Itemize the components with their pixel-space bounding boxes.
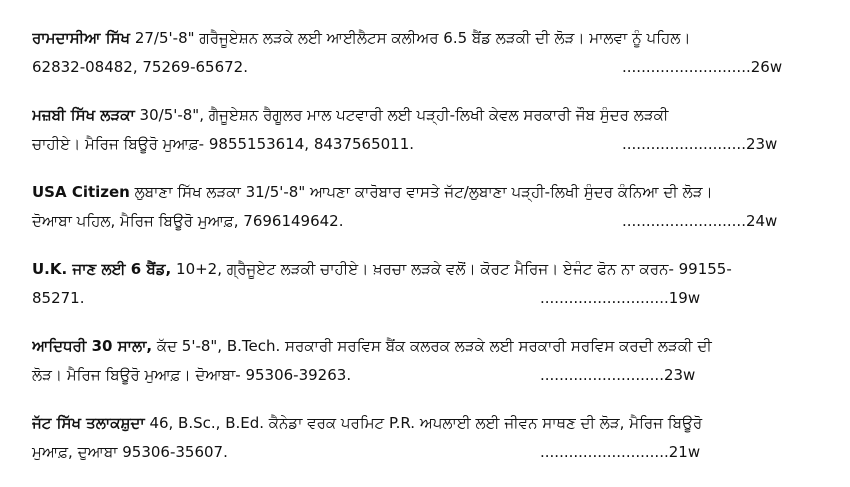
ad-second-line bbox=[32, 53, 832, 82]
ad-first-line bbox=[32, 178, 832, 207]
ad-first-line bbox=[32, 409, 832, 438]
ad-first-line bbox=[32, 332, 832, 361]
ad-second-line bbox=[32, 438, 832, 467]
ad-lead: USA Citizen bbox=[32, 183, 130, 201]
ad-lead: ਰਾਮਦਾਸੀਆ ਸਿੱਖ bbox=[32, 29, 131, 47]
ad-text: ਲੁਬਾਣਾ ਸਿੱਖ ਲੜਕਾ 31/5'-8" ਆਪਣਾ ਕਾਰੋਬਾਰ ਵਾਸਤੇ ਜੱਟ/ਲੁਬਾਣਾ ਪੜ੍ਹੀ-ਲਿਖੀ ਸੁੰਦਰ ਕੰਨਿਆ ਦੀ ਲੋੜ। bbox=[134, 183, 713, 201]
classified-ad bbox=[32, 24, 832, 82]
classified-ad bbox=[32, 332, 832, 390]
ad-reference: ..........................23w bbox=[540, 366, 696, 384]
ad-text: 27/5'-8" ਗਰੈਜੂਏਸ਼ਨ ਲੜਕੇ ਲਈ ਆਈਲੈਟਸ ਕਲੀਅਰ 6.5 ਬੈਂਡ ਲੜਕੀ ਦੀ ਲੋੜ। ਮਾਲਵਾ ਨੂੰ ਪਹਿਲ। bbox=[134, 29, 691, 47]
ad-text: 10+2, ਗ੍ਰੈਜੂਏਟ ਲੜਕੀ ਚਾਹੀਏ। ਖ਼ਰਚਾ ਲੜਕੇ ਵਲੋਂ। ਕੋਰਟ ਮੈਰਿਜ। ਏਜੰਟ ਫੋਨ ਨਾ ਕਰਨ- 99155- bbox=[176, 260, 732, 278]
ad-first-line bbox=[32, 24, 832, 53]
ad-text: 46, B.Sc., B.Ed. ਕੈਨੇਡਾ ਵਰਕ ਪਰਮਿਟ P.R. ਅਪਲਾਈ ਲਈ ਜੀਵਨ ਸਾਥਣ ਦੀ ਲੋੜ, ਮੈਰਿਜ ਬਿਊਰੋ bbox=[149, 414, 703, 432]
classified-ad bbox=[32, 409, 832, 467]
ad-reference: ...........................21w bbox=[540, 443, 701, 461]
ad-second-line bbox=[32, 361, 832, 390]
ad-reference: ..........................23w bbox=[622, 135, 778, 153]
ad-contact: ਲੋੜ। ਮੈਰਿਜ ਬਿਊਰੋ ਮੁਆਫ਼। ਦੋਆਬਾ- 95306-39263. bbox=[32, 366, 352, 384]
ad-first-line bbox=[32, 101, 832, 130]
ad-contact: ਦੋਆਬਾ ਪਹਿਲ, ਮੈਰਿਜ ਬਿਊਰੋ ਮੁਆਫ਼, 7696149642. bbox=[32, 212, 344, 230]
ad-second-line bbox=[32, 130, 832, 159]
ad-text: ਕੱਦ 5'-8", B.Tech. ਸਰਕਾਰੀ ਸਰਵਿਸ ਬੈਂਕ ਕਲਰਕ ਲੜਕੇ ਲਈ ਸਰਕਾਰੀ ਸਰਵਿਸ ਕਰਦੀ ਲੜਕੀ ਦੀ bbox=[156, 337, 712, 355]
ad-lead: ਮਜ਼ਬੀ ਸਿੱਖ ਲੜਕਾ bbox=[32, 106, 135, 124]
ad-first-line bbox=[32, 255, 832, 284]
ad-second-line bbox=[32, 207, 832, 236]
ad-text: 30/5'-8", ਗੈਜੂਏਸ਼ਨ ਰੈਗੂਲਰ ਮਾਲ ਪਟਵਾਰੀ ਲਈ ਪੜ੍ਹੀ-ਲਿਖੀ ਕੇਵਲ ਸਰਕਾਰੀ ਜੌਬ ਸੁੰਦਰ ਲੜਕੀ bbox=[139, 106, 669, 124]
ad-lead: ਜੱਟ ਸਿੱਖ ਤਲਾਕਸ਼ੁਦਾ bbox=[32, 414, 145, 432]
ad-contact: ਚਾਹੀਏ। ਮੈਰਿਜ ਬਿਊਰੋ ਮੁਆਫ਼- 9855153614, 8437565011. bbox=[32, 135, 415, 153]
ad-contact: 62832-08482, 75269-65672. bbox=[32, 58, 248, 76]
ad-lead: ਆਦਿਧਰੀ 30 ਸਾਲਾ, bbox=[32, 337, 153, 355]
ad-contact: ਮੁਆਫ਼, ਦੁਆਬਾ 95306-35607. bbox=[32, 443, 228, 461]
ad-reference: ..........................24w bbox=[622, 212, 778, 230]
classified-ad bbox=[32, 178, 832, 236]
ad-reference: ...........................26w bbox=[622, 58, 783, 76]
ad-reference: ...........................19w bbox=[540, 289, 701, 307]
classified-ad bbox=[32, 101, 832, 159]
ad-contact: 85271. bbox=[32, 289, 85, 307]
classified-ad bbox=[32, 255, 832, 313]
ad-lead: U.K. ਜਾਣ ਲਈ 6 ਬੈਂਡ, bbox=[32, 260, 172, 278]
ad-second-line bbox=[32, 284, 832, 313]
